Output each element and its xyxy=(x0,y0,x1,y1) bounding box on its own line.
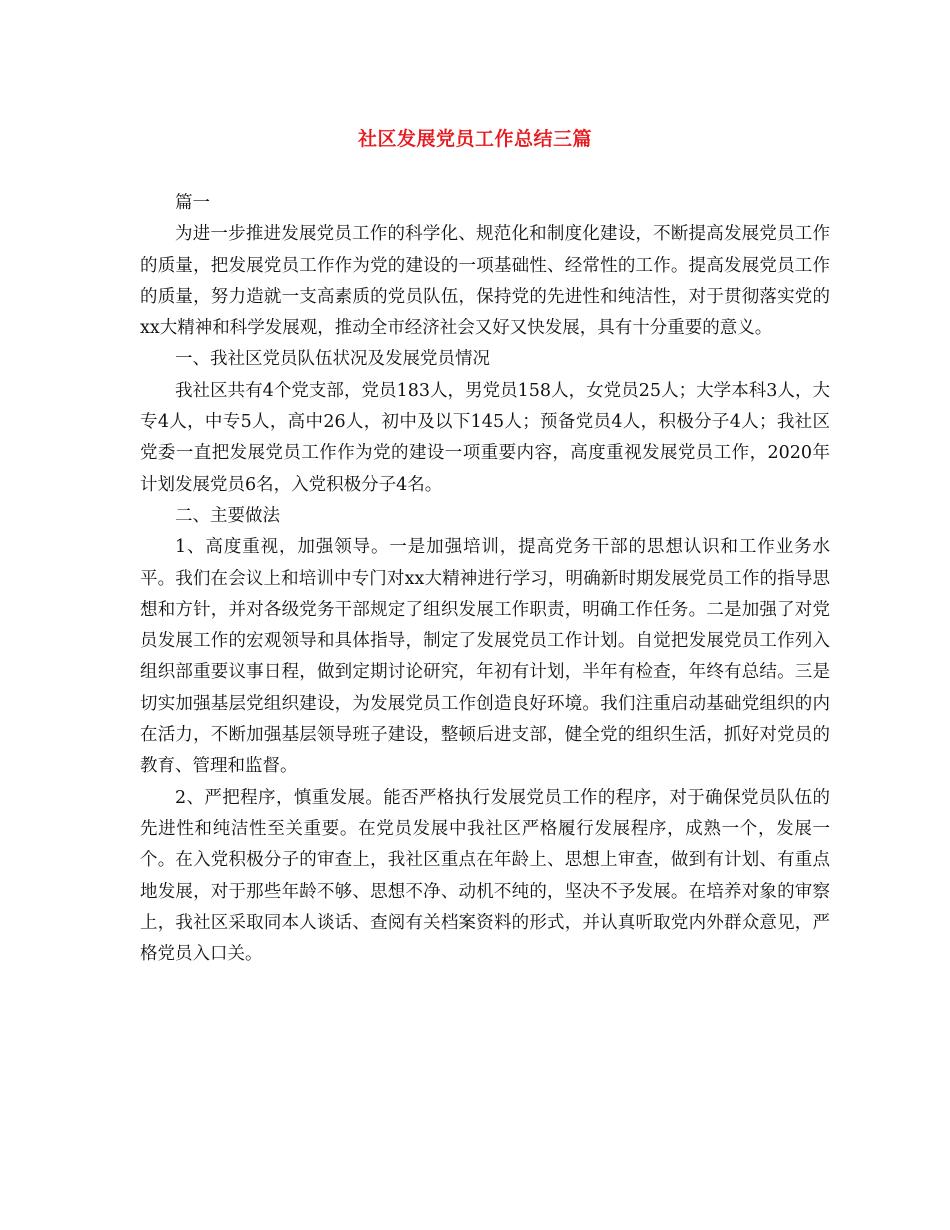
document-body xyxy=(140,188,830,970)
method-paragraph-2: 2、严把程序，慎重发展。能否严格执行发展党员工作的程序，对于确保党员队伍的先进性和纯洁性至关重要。在党员发展中我社区严格履行发展程序，成熟一个，发展一个。在入党积极分子的审查上，我社区重点在年龄上、思想上审查，做到有计划、有重点地发展，对于那些年龄不够、思想不净、动机不纯的，坚决不予发展。在培养对象的审察上，我社区采取同本人谈话、查阅有关档案资料的形式，并认真听取党内外群众意见，严格党员入口关。 xyxy=(140,787,830,965)
section-heading-part-one: 篇一 xyxy=(175,193,210,213)
status-paragraph: 我社区共有4个党支部，党员183人，男党员158人，女党员25人；大学本科3人，大专4人，中专5人，高中26人，初中及以下145人；预备党员4人，积极分子4人；我社区党委一直把发展党员工作作为党的建设一项重要内容，高度重视发展党员工作，2020年计划发展党员6名，入党积极分子4名。 xyxy=(140,380,830,495)
document-title: 社区发展党员工作总结三篇 xyxy=(357,128,592,150)
intro-paragraph: 为进一步推进发展党员工作的科学化、规范化和制度化建设，不断提高发展党员工作的质量，把发展党员工作作为党的建设的一项基础性、经常性的工作。提高发展党员工作的质量，努力造就一支高素质的党员队伍，保持党的先进性和纯洁性，对于贯彻落实党的xx大精神和科学发展观，推动全市经济社会又好又快发展，具有十分重要的意义。 xyxy=(140,224,830,339)
section-heading-status: 一、我社区党员队伍状况及发展党员情况 xyxy=(175,349,490,370)
section-heading-methods: 二、主要做法 xyxy=(175,505,280,526)
method-paragraph-1: 1、高度重视，加强领导。一是加强培训，提高党务干部的思想认识和工作业务水平。我们在会议上和培训中专门对xx大精神进行学习，明确新时期发展党员工作的指导思想和方针，并对各级党务干部规定了组织发展工作职责，明确工作任务。二是加强了对党员发展工作的宏观领导和具体指导，制定了发展党员工作计划。自觉把发展党员工作列入组织部重要议事日程，做到定期讨论研究，年初有计划，半年有检查，年终有总结。三是切实加强基层党组织建设，为发展党员工作创造良好环境。我们注重启动基础党组织的内在活力，不断加强基层领导班子建设，整顿后进支部，健全党的组织生活，抓好对党员的教育、管理和监督。 xyxy=(140,537,830,777)
